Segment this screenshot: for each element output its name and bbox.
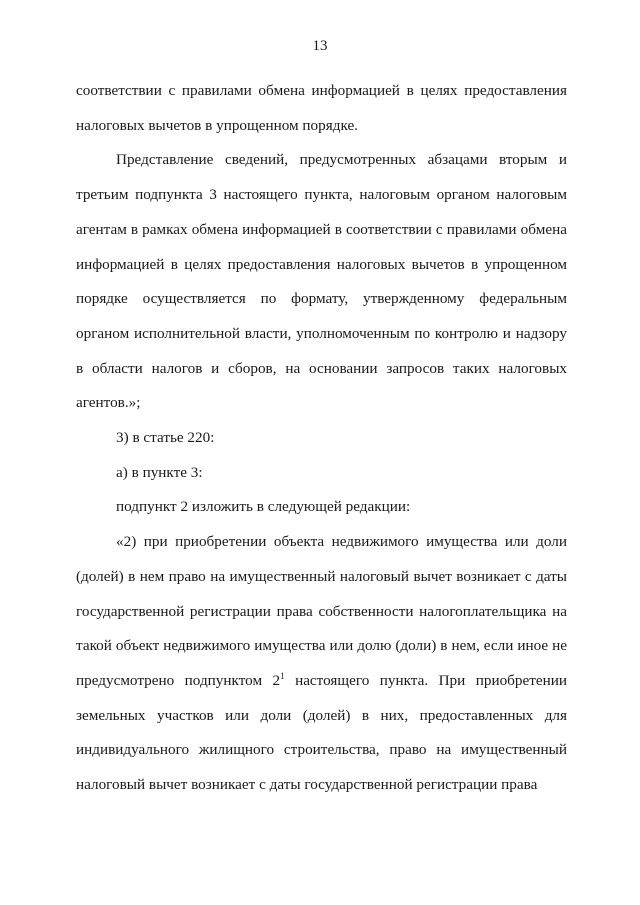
quote-text-part-1: «2) при приобретении объекта недвижимого имущества или доли (долей) в нем право на имущественный налоговый вычет возникает с даты государственной регистрации права собственности налогоплательщика на такой объект недвижимого имущества или долю (доли) в нем, если иное не предусмотрено подпунктом 2 xyxy=(76,533,567,689)
paragraph-subitem-2-text xyxy=(76,525,567,803)
superscript-number: 1 xyxy=(280,670,285,681)
paragraph-item-3: а) в пункте 3: xyxy=(116,463,203,481)
paragraph-continuation: соответствии с правилами обмена информацией в целях предоставления налоговых вычетов в упрощенном порядке. xyxy=(76,82,567,134)
quote-text-part-2: настоящего пункта. При приобретении земельных участков или доли (долей) в них, предоставленных для индивидуального жилищного строительства, право на имущественный налоговый вычет возникает с даты государственной регистрации права xyxy=(76,671,567,794)
paragraph-subitem-2-intro: подпункт 2 изложить в следующей редакции: xyxy=(116,498,411,516)
document-body xyxy=(76,74,567,803)
paragraph-article-220: 3) в статье 220: xyxy=(116,429,215,447)
page-number: 13 xyxy=(312,38,328,54)
paragraph-submission-info: Представление сведений, предусмотренных абзацами вторым и третьим подпункта 3 настоящего пункта, налоговым органом налоговым агентам в рамках обмена информацией в соответствии с правилами обмена информацией в целях предоставления налоговых вычетов в упрощенном порядке осуществляется по формату, утвержденному федеральным органом исполнительной власти, уполномоченным по контролю и надзору в области налогов и сборов, на основании запросов таких налоговых агентов.»; xyxy=(76,151,567,412)
